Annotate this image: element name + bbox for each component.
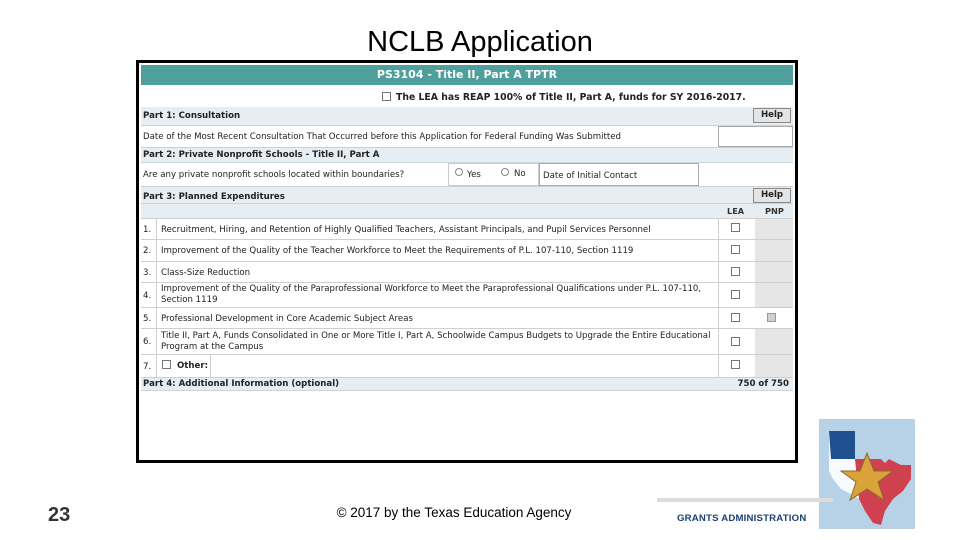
expenditure-row-6 [141,329,793,355]
item-number: 4. [143,291,152,301]
pnp-cell [755,262,793,282]
tea-star-logo [819,419,915,529]
lea-column-header: LEA [727,206,745,216]
item-description: Professional Development in Core Academic Subject Areas [161,314,413,324]
item-description: Title II, Part A, Funds Consolidated in One or More Title I, Part A, Schoolwide Campus Budgets to Upgrade the Entire Educational Program at the Campus [161,331,711,352]
yes-label: Yes [467,170,481,180]
part2-header [141,148,793,163]
part1-help-button[interactable]: Help [753,108,791,123]
other-label: Other: [177,361,209,371]
item-number: 1. [143,225,152,235]
part3-column-header [141,204,793,219]
lea-checkbox[interactable] [731,267,740,276]
item-number: 6. [143,337,152,347]
logo-divider [657,498,833,502]
consultation-row [141,126,793,148]
copyright-text: © 2017 by the Texas Education Agency [336,505,572,520]
pnp-cell [755,219,793,239]
reap-row [141,85,793,107]
slide-title: NCLB Application [367,26,593,58]
additional-info-textarea[interactable] [141,391,793,463]
part2-title: Part 2: Private Nonprofit Schools - Title II, Part A [143,150,380,160]
pnp-cell [755,355,793,377]
lea-checkbox[interactable] [731,313,740,322]
consultation-date-input[interactable] [718,126,793,147]
lea-checkbox[interactable] [731,245,740,254]
reap-label: The LEA has REAP 100% of Title II, Part A, funds for SY 2016-2017. [396,92,746,103]
item-description: Improvement of the Quality of the Paraprofessional Workforce to Meet the Paraprofessional Qualifications under P.L. 107-110, Section 1119 [161,284,702,305]
item-number: 7. [143,362,152,372]
item-description: Improvement of the Quality of the Teacher Workforce to Meet the Requirements of P.L. 107-110, Section 1119 [161,246,634,256]
pnp-question: Are any private nonprofit schools located within boundaries? [143,170,405,180]
pnp-cell [755,240,793,261]
item-number: 3. [143,268,152,278]
texas-star-icon [819,419,915,529]
form-title: PS3104 - Title II, Part A TPTR [141,65,793,85]
part1-header [141,107,793,126]
pnp-checkbox[interactable] [767,313,776,322]
item-description: Recruitment, Hiring, and Retention of Highly Qualified Teachers, Assistant Principals, and Pupil Services Personnel [161,225,651,235]
expenditure-row-3 [141,262,793,283]
lea-checkbox[interactable] [731,360,740,369]
ps3104-form [141,65,793,463]
initial-contact-label: Date of Initial Contact [543,171,638,181]
application-screenshot-frame [136,60,798,463]
part3-title: Part 3: Planned Expenditures [143,192,285,202]
no-radio[interactable] [501,168,509,176]
lea-checkbox[interactable] [731,337,740,346]
page-number: 23 [48,504,71,526]
character-counter: 750 of 750 [737,379,789,389]
consultation-question: Date of the Most Recent Consultation That Occurred before this Application for Federal Funding Was Submitted [143,132,621,142]
pnp-radio-group [448,163,539,186]
reap-checkbox[interactable] [382,92,391,101]
grants-administration-label: GRANTS ADMINISTRATION [677,513,807,524]
initial-contact-field[interactable] [539,163,699,186]
expenditure-row-5 [141,308,793,329]
expenditure-row-1 [141,219,793,240]
expenditure-row-2 [141,240,793,262]
lea-checkbox[interactable] [731,223,740,232]
expenditure-row-7 [141,355,793,378]
pnp-cell [755,308,793,328]
pnp-cell [755,283,793,307]
part4-header [141,378,793,391]
yes-radio[interactable] [455,168,463,176]
pnp-column-header: PNP [765,206,784,216]
no-label: No [514,169,526,179]
pnp-cell [755,329,793,354]
lea-checkbox[interactable] [731,290,740,299]
expenditure-row-4 [141,283,793,308]
item-number: 5. [143,314,152,324]
part3-help-button[interactable]: Help [753,188,791,203]
pnp-row [141,163,793,187]
other-checkbox[interactable] [162,360,171,369]
part1-title: Part 1: Consultation [143,111,241,121]
item-description: Class-Size Reduction [161,268,251,278]
part4-title: Part 4: Additional Information (optional) [143,379,340,389]
part3-header [141,187,793,204]
item-number: 2. [143,246,152,256]
